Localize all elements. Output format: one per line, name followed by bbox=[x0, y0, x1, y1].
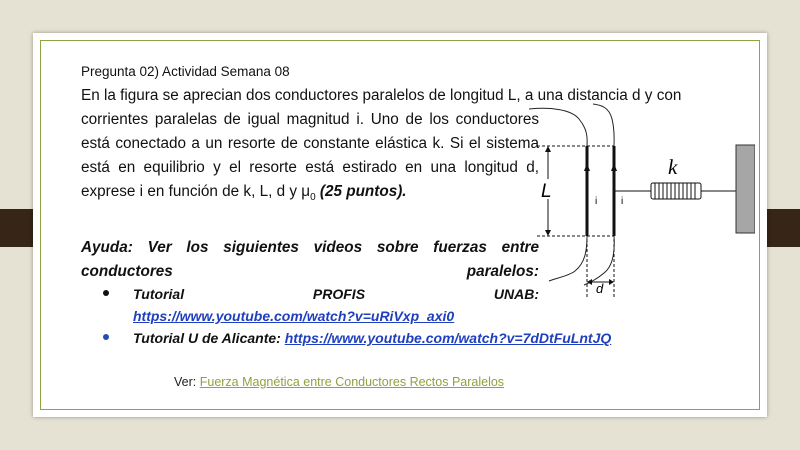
arrow-down-icon bbox=[545, 230, 551, 236]
current-label: i bbox=[621, 196, 624, 207]
question-image bbox=[63, 58, 755, 356]
list-item bbox=[103, 308, 539, 330]
video-link[interactable]: https://www.youtube.com/watch?v=uRiVxp_axi0 bbox=[133, 308, 455, 324]
wire-curve bbox=[529, 108, 587, 146]
help-text: Ayuda: Ver los siguientes videos sobre fuerzas entre conductores paralelos: bbox=[81, 239, 539, 280]
arrow-up-icon bbox=[545, 146, 551, 152]
bullet-word: UNAB: bbox=[493, 286, 539, 302]
arrow-right-icon bbox=[609, 279, 614, 285]
wall-block bbox=[736, 145, 755, 233]
question-line-text: exprese i en función de k, L, d y μ bbox=[81, 183, 311, 200]
mu-subscript: 0 bbox=[310, 192, 316, 204]
question-line: está en equilibrio y el resorte está estirado en una longitud d, bbox=[81, 159, 539, 176]
footer-prefix: Ver: bbox=[174, 375, 197, 389]
question-line: En la figura se aprecian dos conductores paralelos de longitud L, a una distancia d y con bbox=[81, 87, 682, 104]
question-line: está conectado a un resorte de constante elástica k. Si el sistema bbox=[81, 135, 539, 152]
footer-reference bbox=[174, 375, 504, 389]
bullet-icon bbox=[103, 334, 109, 340]
footer-link[interactable]: Fuerza Magnética entre Conductores Rectos Paralelos bbox=[199, 375, 505, 389]
current-arrow-icon bbox=[584, 163, 590, 171]
length-label: L bbox=[541, 181, 552, 202]
list-item bbox=[103, 286, 539, 308]
question-line: corrientes paralelas de igual magnitud i. Uno de los conductores bbox=[81, 111, 539, 128]
wire-curve bbox=[593, 104, 614, 146]
bullet-word: Tutorial bbox=[133, 286, 185, 302]
arrow-left-icon bbox=[587, 279, 592, 285]
bullet-icon bbox=[103, 290, 109, 296]
current-label: i bbox=[595, 196, 598, 207]
video-list bbox=[103, 286, 612, 352]
bullet-text: Tutorial U de Alicante: bbox=[133, 330, 281, 346]
video-link[interactable]: https://www.youtube.com/watch?v=7dDtFuLntJQ bbox=[284, 330, 612, 346]
spring-constant-label: k bbox=[668, 155, 678, 179]
bullet-word: PROFIS bbox=[312, 286, 366, 302]
current-arrow-icon bbox=[611, 163, 617, 171]
wire-curve bbox=[549, 236, 587, 281]
list-item bbox=[103, 330, 612, 352]
conductor-diagram bbox=[529, 101, 755, 305]
distance-label: d bbox=[596, 281, 604, 296]
points-label: (25 puntos). bbox=[319, 183, 407, 200]
bullet-label bbox=[133, 286, 539, 302]
bullet-label bbox=[133, 330, 611, 346]
question-heading: Pregunta 02) Actividad Semana 08 bbox=[81, 64, 290, 79]
wire-curve bbox=[584, 236, 614, 285]
